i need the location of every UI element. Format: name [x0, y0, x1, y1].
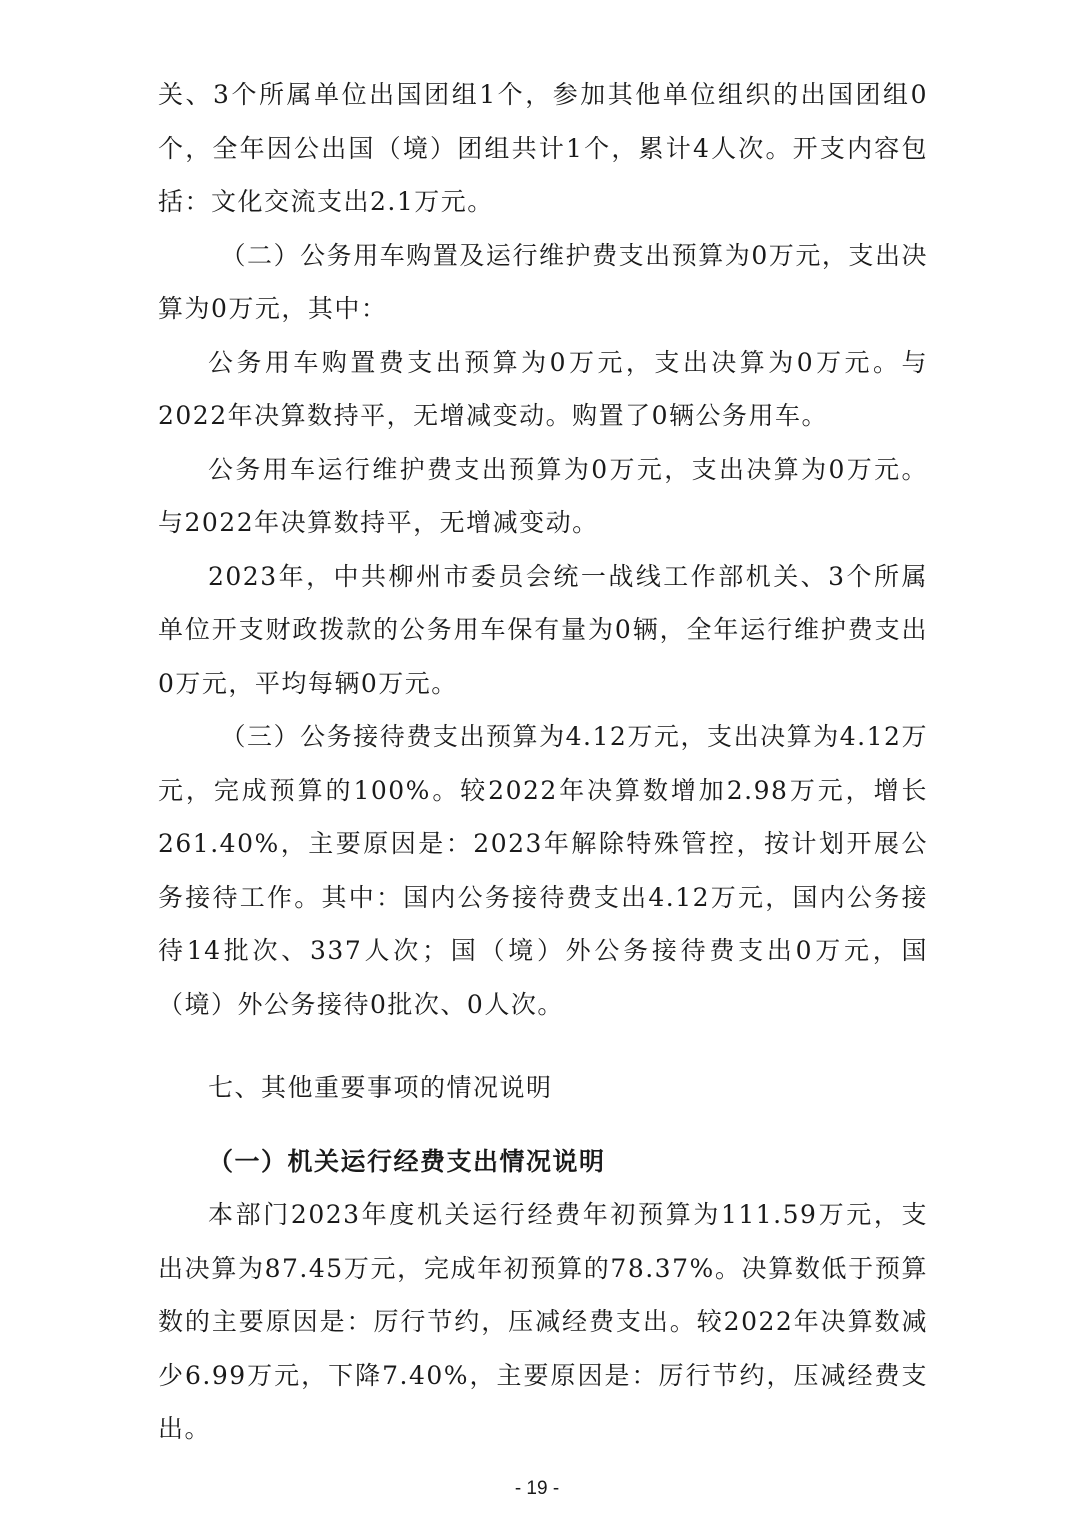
page-number: - 19 - — [514, 1478, 560, 1499]
section-heading: 七、其他重要事项的情况说明 — [208, 1073, 553, 1102]
paragraph-reception-expenses: （三）公务接待费支出预算为4.12万元，支出决算为4.12万元，完成预算的100%。较2022年决算数增加2.98万元，增长261.40%，主要原因是：2023年解除特殊管控，按计划开展公务接待工作。其中：国内公务接待费支出4.12万元，国内公务接待14批次、337人次；国（境）外公务接待费支出0万元，国（境）外公务接待0批次、0人次。 — [158, 722, 928, 1019]
subsection-heading: （一）机关运行经费支出情况说明 — [208, 1146, 606, 1176]
paragraph-vehicle-holdings: 2023年，中共柳州市委员会统一战线工作部机关、3个所属单位开支财政拨款的公务用车保有量为0辆，全年运行维护费支出0万元，平均每辆0万元。 — [158, 561, 928, 698]
paragraph-vehicle-maintenance: 公务用车运行维护费支出预算为0万元，支出决算为0万元。与2022年决算数持平，无增减变动。 — [158, 454, 928, 537]
paragraph-vehicle-purchase: 公务用车购置费支出预算为0万元，支出决算为0万元。与2022年决算数持平，无增减变动。购置了0辆公务用车。 — [158, 347, 928, 430]
paragraph-vehicle-summary: （二）公务用车购置及运行维护费支出预算为0万元，支出决算为0万元，其中： — [158, 240, 928, 323]
paragraph-operating-expenses: 本部门2023年度机关运行经费年初预算为111.59万元，支出决算为87.45万元，完成年初预算的78.37%。决算数低于预算数的主要原因是：厉行节约，压减经费支出。较2022年决算数减少6.99万元，下降7.40%，主要原因是：厉行节约，压减经费支出。 — [158, 1200, 928, 1443]
document-body — [158, 68, 928, 1456]
paragraph-overseas-trips: 关、3个所属单位出国团组1个，参加其他单位组织的出国团组0个，全年因公出国（境）团组共计1个，累计4人次。开支内容包括：文化交流支出2.1万元。 — [158, 80, 928, 216]
